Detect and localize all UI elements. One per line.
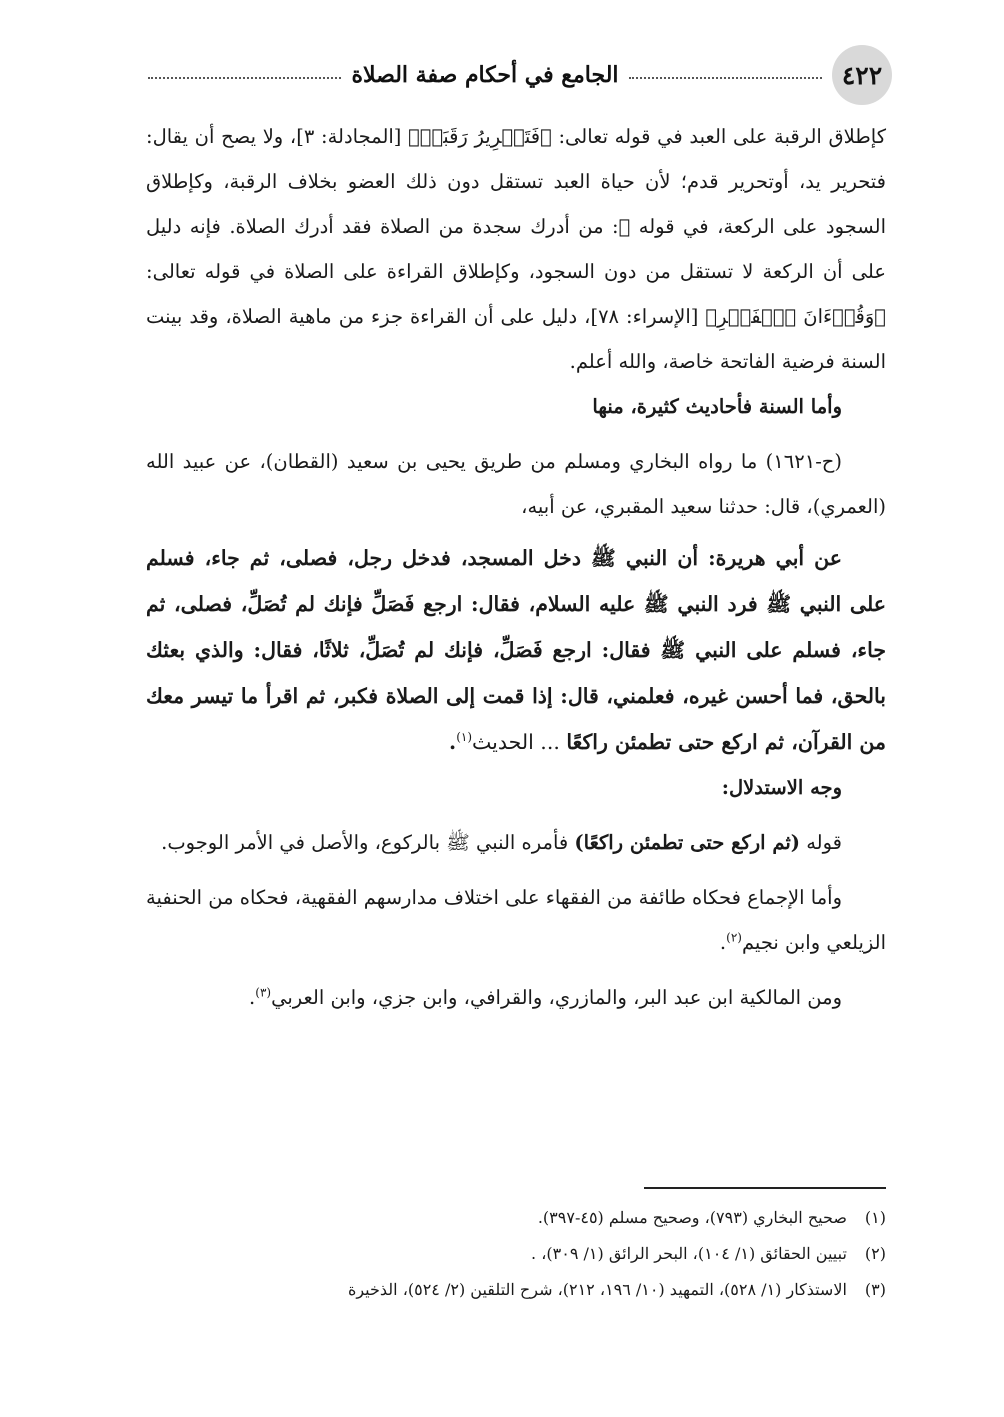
istidlal-post: فأمره النبي ﷺ بالركوع، والأصل في الأمر الوجوب.	[161, 831, 575, 854]
footnote-1	[146, 1200, 886, 1236]
footnote-ref-1[interactable]: (١)	[456, 730, 473, 745]
istidlal-pre: قوله	[800, 831, 842, 854]
istidlal-paragraph	[146, 820, 886, 865]
hadith-text-paragraph: عن أبي هريرة: أن النبي ﷺ دخل المسجد، فدخل رجل، فصلى، ثم جاء، فسلم على النبي ﷺ فرد النبي ﷺ عليه السلام، فقال: ارجع فَصَلِّ فإنك لم تُصَلِّ، فصلى، ثم جاء، فسلم على النبي ﷺ فقال: ارجع فَصَلِّ، فإنك لم تُصَلِّ، ثلاثًا، فقال: والذي بعثك بالحق، فما أحسن غيره، فعلمني، قال: إذا قمت إلى الصلاة فكبر، ثم اقرأ ما تيسر معك من القرآن، ثم اركع حتى تطمئن راكعًا ... الحديث$^{(١)}$.	[146, 546, 886, 754]
istidlal-quote: (ثم اركع حتى تطمئن راكعًا)	[574, 831, 800, 854]
footnotes	[146, 1200, 886, 1308]
main-text	[146, 114, 886, 1020]
page-number-badge	[832, 45, 892, 105]
hadith-end: ... الحديث	[472, 730, 567, 754]
header-dotted-leader	[629, 77, 822, 79]
sunnah-heading: وأما السنة فأحاديث كثيرة، منها	[592, 395, 842, 418]
footnote-text: تبيين الحقائق (١/ ١٠٤)، البحر الرائق (١/ ٣٠٩)، .	[531, 1244, 847, 1263]
hadith-text: عن أبي هريرة: أن النبي ﷺ دخل المسجد، فدخل رجل، فصلى، ثم جاء، فسلم على النبي ﷺ فرد النبي ﷺ عليه السلام، فقال: ارجع فَصَلِّ فإنك لم تُصَلِّ، فصلى، ثم جاء، فسلم على النبي ﷺ فقال: ارجع فَصَلِّ، فإنك لم تُصَلِّ، ثلاثًا، فقال: والذي بعثك بالحق، فما أحسن غيره، فعلمني، قال: إذا قمت إلى الصلاة فكبر، ثم اقرأ ما تيسر معك من القرآن، ثم اركع حتى تطمئن راكعًا	[146, 546, 886, 754]
footnote-2	[146, 1236, 886, 1272]
malikiyya-paragraph: ومن المالكية ابن عبد البر، والمازري، والقرافي، وابن جزي، وابن العربي$^{(٣)}$.	[249, 985, 842, 1009]
running-title: الجامع في أحكام صفة الصلاة	[351, 62, 619, 88]
footnote-text: الاستذكار (١/ ٥٢٨)، التمهيد (١٠/ ١٩٦، ٢١٢)، شرح التلقين (٢/ ٥٢٤)، الذخيرة	[347, 1280, 847, 1299]
footnote-number: (٣)	[864, 1280, 886, 1299]
page-header	[138, 40, 892, 110]
footnote-number: (٢)	[864, 1244, 886, 1263]
page-number: ٤٢٢	[841, 60, 883, 90]
malikiyya-text: ومن المالكية ابن عبد البر، والمازري، والقرافي، وابن جزي، وابن العربي	[271, 986, 842, 1009]
ijma-text: وأما الإجماع فحكاه طائفة من الفقهاء على اختلاف مدارسهم الفقهية، فحكاه من الحنفية الزيلعي وابن نجيم	[146, 886, 886, 954]
hadith-chain: (ح-١٦٢١) ما رواه البخاري ومسلم من طريق يحيى بن سعيد (القطان)، عن عبيد الله (العمري)، قال: حدثنا سعيد المقبري، عن أبيه،	[146, 450, 886, 518]
header-dotted-leader-left	[148, 77, 341, 79]
footnote-ref-3[interactable]: (٣)	[255, 985, 272, 1000]
footnote-text: صحيح البخاري (٧٩٣)، وصحيح مسلم (٤٥-٣٩٧).	[537, 1208, 847, 1227]
footnote-separator	[644, 1187, 886, 1189]
footnote-number: (١)	[864, 1208, 886, 1227]
footnote-ref-2[interactable]: (٢)	[726, 930, 742, 945]
paragraph-majaz: كإطلاق الرقبة على العبد في قوله تعالى: ﴿فَتَحۡرِيرُ رَقَبَةٖ﴾ [المجادلة: ٣]، ولا يصح أن يقال: فتحرير يد، أوتحرير قدم؛ لأن حياة العبد تستقل دون ذلك العضو بخلاف الرقبة، وكإطلاق السجود على الركعة، في قوله ﷺ: من أدرك سجدة من الصلاة فقد أدرك الصلاة. فإنه دليل على أن الركعة لا تستقل من دون السجود، وكإطلاق القراءة على الصلاة في قوله تعالى: ﴿وَقُرۡءَانَ ٱلۡفَجۡرِ﴾ [الإسراء: ٧٨]، دليل على أن القراءة جزء من ماهية الصلاة، وقد بينت السنة فرضية الفاتحة خاصة، والله أعلم.	[146, 125, 887, 373]
ijma-paragraph: وأما الإجماع فحكاه طائفة من الفقهاء على اختلاف مدارسهم الفقهية، فحكاه من الحنفية الزيلعي وابن نجيم$^{(٢)}$.	[146, 886, 886, 954]
istidlal-heading: وجه الاستدلال:	[721, 776, 842, 799]
footnote-3	[146, 1272, 886, 1308]
